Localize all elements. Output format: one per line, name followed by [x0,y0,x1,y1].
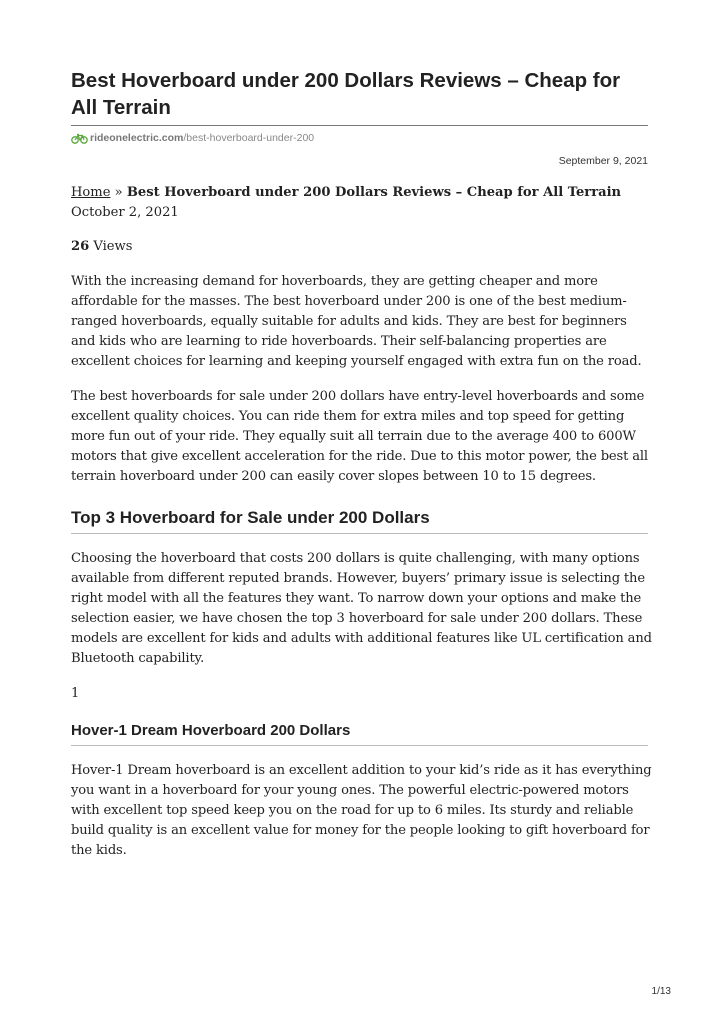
product-divider [71,745,648,746]
view-count [71,237,133,257]
breadcrumb-separator: » [110,185,127,200]
page-indicator: 1/13 [651,986,671,997]
intro-paragraph-1: With the increasing demand for hoverboards, they are getting cheaper and more affordable for the masses. The best hoverboard under 200 is one of the best medium-ranged hoverboards, equally suitable for adults and kids. They are best for beginners and kids who are learning to ride hoverboards. Their self-balancing properties are excellent choices for learning and keeping yourself engaged with extra fun on the road. [71,274,642,369]
product-paragraph: Hover-1 Dream hoverboard is an excellent addition to your kid’s ride as it has everything you want in a hoverboard for your young ones. The powerful electric-powered motors with excellent top speed keep you on the road for up to 6 miles. Its sturdy and reliable build quality is an excellent value for money for the people looking to gift hoverboard for the kids. [71,763,652,858]
list-number: 1 [71,686,80,701]
breadcrumb-home-link[interactable]: Home [71,185,111,200]
section-divider [71,533,648,534]
title-divider [71,125,648,126]
section-paragraph: Choosing the hoverboard that costs 200 dollars is quite challenging, with many options available from different reputed brands. However, buyers’ primary issue is selecting the right model with all the features they want. To narrow down your options and make the selection easier, we have chosen the top 3 hoverboard for sale under 200 dollars. These models are excellent for kids and adults with additional features like UL certification and Bluetooth capability. [71,551,652,666]
source-domain: rideonelectric.com [90,132,184,144]
product-heading: Hover-1 Dream Hoverboard 200 Dollars [71,722,351,739]
bicycle-icon [71,133,88,144]
source-path: /best-hoverboard-under-200 [183,132,315,144]
section-heading: Top 3 Hoverboard for Sale under 200 Dollars [71,508,430,527]
breadcrumb-current: Best Hoverboard under 200 Dollars Reviews – Cheap for All Terrain [126,185,622,200]
view-count-number: 26 [71,239,90,254]
view-count-label: Views [89,239,133,254]
source-url[interactable] [71,131,314,145]
publish-date: October 2, 2021 [71,205,179,220]
saved-date: September 9, 2021 [558,155,648,167]
breadcrumb [71,183,661,203]
intro-paragraph-2: The best hoverboards for sale under 200 dollars have entry-level hoverboards and some excellent quality choices. You can ride them for extra miles and top speed for getting more fun out of your ride. They equally suit all terrain due to the average 400 to 600W motors that give excellent acceleration for the ride. Due to this motor power, the best all terrain hoverboard under 200 can easily cover slopes between 10 to 15 degrees. [71,389,648,484]
page-title: Best Hoverboard under 200 Dollars Reviews – Cheap for All Terrain [71,69,621,119]
